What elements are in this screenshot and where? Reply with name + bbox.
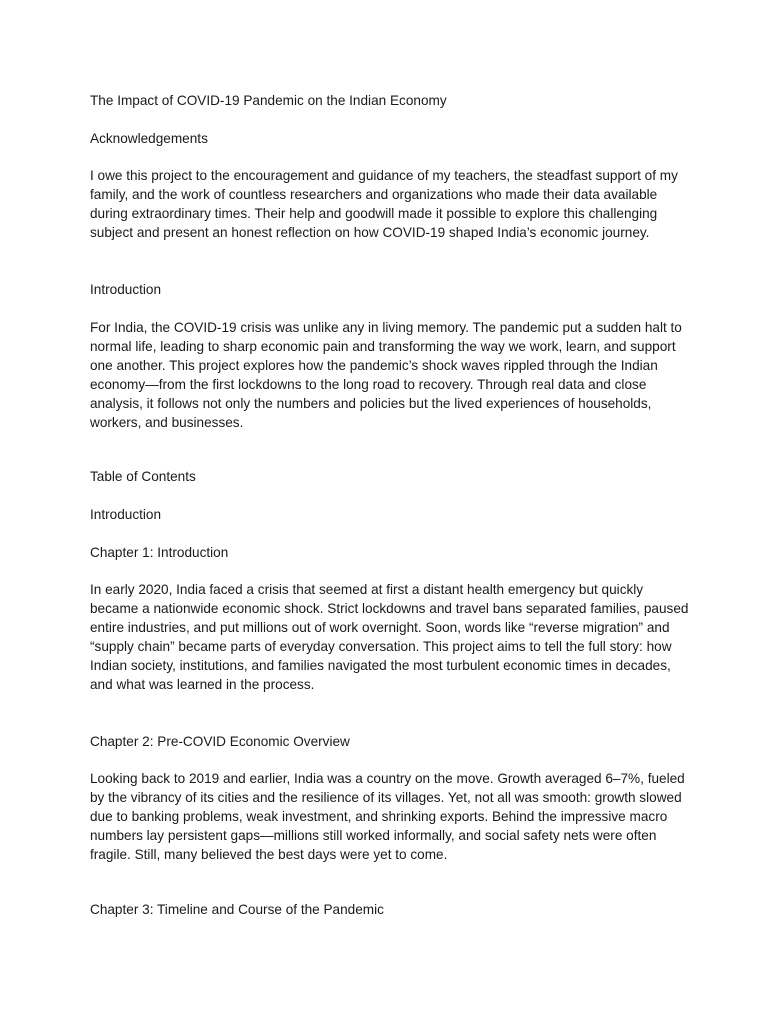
chapter-1-paragraph: In early 2020, India faced a crisis that seemed at first a distant health emergency but quickly became a nationwide economic shock. Strict lockdowns and travel bans separated families, paused entire industries, and put millions out of work overnight. Soon, words like “reverse migration” and “supply chain” became parts of everyday conversation. This project aims to tell the full story: how Indian society, institutions, and families navigated the most turbulent economic times in decades, and what was learned in the process. (90, 582, 689, 692)
table-of-contents-heading: Table of Contents (90, 469, 196, 484)
introduction-heading: Introduction (90, 282, 162, 297)
chapter-2-paragraph: Looking back to 2019 and earlier, India was a country on the move. Growth averaged 6–7%, fueled by the vibrancy of its cities and the resilience of its villages. Yet, not all was smooth: growth slowed due to banking problems, weak investment, and shrinking exports. Behind the impressive macro numbers lay persistent gaps—millions still worked informally, and social safety nets were often fragile. Still, many believed the best days were yet to come. (90, 771, 685, 862)
chapter-1-heading: Chapter 1: Introduction (90, 545, 229, 560)
introduction-paragraph: For India, the COVID-19 crisis was unlike any in living memory. The pandemic put a sudden halt to normal life, leading to sharp economic pain and transforming the way we work, learn, and support one another. This project explores how the pandemic’s shock waves rippled through the Indian economy—from the first lockdowns to the long road to recovery. Through real data and close analysis, it follows not only the numbers and policies but the lived experiences of households, workers, and businesses. (90, 320, 682, 430)
chapter-3-heading: Chapter 3: Timeline and Course of the Pandemic (90, 902, 384, 917)
toc-entry-introduction: Introduction (90, 507, 162, 522)
acknowledgements-heading: Acknowledgements (90, 131, 208, 146)
chapter-2-heading: Chapter 2: Pre-COVID Economic Overview (90, 734, 350, 749)
document-title: The Impact of COVID-19 Pandemic on the Indian Economy (90, 93, 447, 108)
acknowledgements-paragraph: I owe this project to the encouragement and guidance of my teachers, the steadfast support of my family, and the work of countless researchers and organizations who made their data available during extraordinary times. Their help and goodwill made it possible to explore this challenging subject and present an honest reflection on how COVID-19 shaped India’s economic journey. (90, 168, 678, 240)
